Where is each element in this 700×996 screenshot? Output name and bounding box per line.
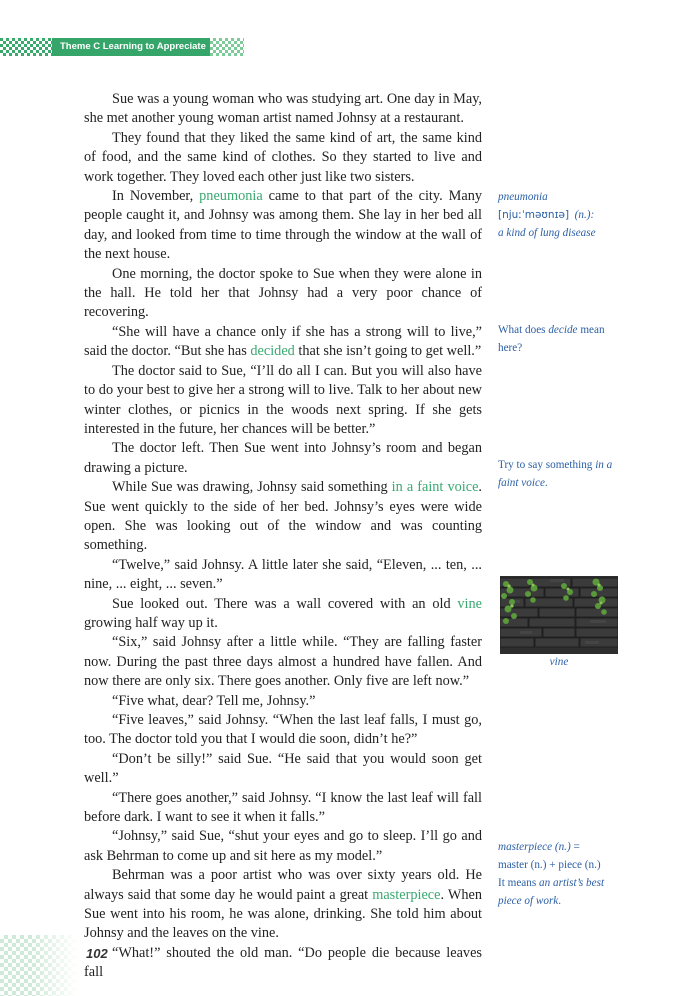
footer-checker-pattern (0, 935, 78, 996)
header-checker-pattern-right (210, 38, 244, 56)
vocab-highlight-vine: vine (457, 595, 482, 612)
vine-photo (500, 576, 618, 654)
note-pos: (n.) (554, 841, 571, 853)
paragraph: “Five what, dear? Tell me, Johnsy.” (112, 692, 316, 709)
paragraph: Behrman was a poor artist who was over sixty years old. He always said that some day he would paint a great masterpiece. When Sue went into his room, he was alone, drinking. She told him about Johnsy and the leaves on the vine. (84, 867, 482, 942)
theme-label: Theme C Learning to Appreciate (52, 38, 210, 56)
story-text (84, 90, 482, 983)
paragraph: “Twelve,” said Johnsy. A little later she said, “Eleven, ... ten, ... nine, ... eight, ... seven.” (84, 556, 482, 593)
vocab-highlight-masterpiece: masterpiece (372, 886, 441, 903)
paragraph: While Sue was drawing, Johnsy said something in a faint voice. Sue went quickly to the side of her bed. Johnsy’s eyes were wide open. She was looking out of the window and was counting something. (84, 479, 482, 554)
note-decide: What does decide mean here? (498, 324, 605, 354)
vine-caption: vine (549, 656, 569, 668)
note-word: decide (548, 324, 578, 336)
paragraph: “Six,” said Johnsy after a little while. “They are falling faster now. During the past three days almost a hundred have fallen. And now there are only six. There goes another. Only five are left now.” (84, 634, 482, 690)
note-pos: (n.): (574, 209, 595, 221)
paragraph: The doctor said to Sue, “I’ll do all I can. But you will also have to do your best to give her a strong will to live. Talk to her about new winter clothes, or picnics in the woods next spring. If she gets interested in the future, her chances will be better.” (84, 362, 482, 437)
paragraph: In November, pneumonia came to that part of the city. Many people caught it, and Johnsy was among them. She lay in her bed all day, and looked from time to time through the window at the wall of the next house. (84, 188, 483, 263)
chapter-header (0, 36, 250, 58)
paragraph: They found that they liked the same kind of art, the same kind of food, and the same kind of clothes. So they started to live and work together. They loved each other just like two sisters. (84, 129, 482, 185)
note-definition: a kind of lung disease (498, 227, 596, 239)
note-formula: master (n.) + piece (n.) (498, 859, 601, 871)
note-word: pneumonia (498, 191, 548, 203)
note-faint-voice: Try to say something in a faint voice. (498, 459, 613, 489)
note-word: masterpiece (498, 841, 553, 853)
paragraph: One morning, the doctor spoke to Sue when they were alone in the hall. He told her that Johnsy had a very poor chance of recovering. (84, 265, 482, 321)
note-masterpiece: masterpiece (n.) = master (n.) + piece (n.) It means an artist’s best piece of work. (498, 838, 628, 910)
paragraph: “She will have a chance only if she has a strong will to live,” said the doctor. “But she has decided that she isn’t going to get well.” (84, 323, 482, 360)
paragraph: “Don’t be silly!” said Sue. “He said that you would soon get well.” (84, 750, 482, 787)
vocab-highlight-decided: decided (250, 343, 295, 360)
note-definition: an artist’s best piece of work (498, 877, 605, 907)
paragraph: Sue was a young woman who was studying art. One day in May, she met another young woman artist named Johnsy at a restaurant. (84, 91, 482, 127)
paragraph: “Five leaves,” said Johnsy. “When the last leaf falls, I must go, too. The doctor told you that I would die soon, didn’t he?” (84, 712, 482, 748)
paragraph: “Johnsy,” said Sue, “shut your eyes and go to sleep. I’ll go and ask Behrman to come up and sit here as my model.” (84, 828, 482, 864)
vocab-highlight-pneumonia: pneumonia (199, 188, 263, 205)
paragraph: The doctor left. Then Sue went into Johnsy’s room and began drawing a picture. (84, 440, 482, 476)
paragraph: Sue looked out. There was a wall covered with an old vine growing half way up it. (84, 595, 482, 631)
note-phrase: in a faint voice (498, 459, 613, 489)
vocab-highlight-faint-voice: in a faint voice (391, 479, 479, 496)
header-checker-pattern (0, 38, 52, 56)
note-pneumonia (498, 188, 628, 242)
paragraph: “What!” shouted the old man. “Do people die because leaves fall (84, 944, 482, 981)
page-number: 102 (86, 946, 108, 961)
note-phonetic: [njuːˈməʊnɪə] (498, 209, 570, 221)
paragraph: “There goes another,” said Johnsy. “I know the last leaf will fall before dark. I want to see it when it falls.” (84, 789, 482, 826)
